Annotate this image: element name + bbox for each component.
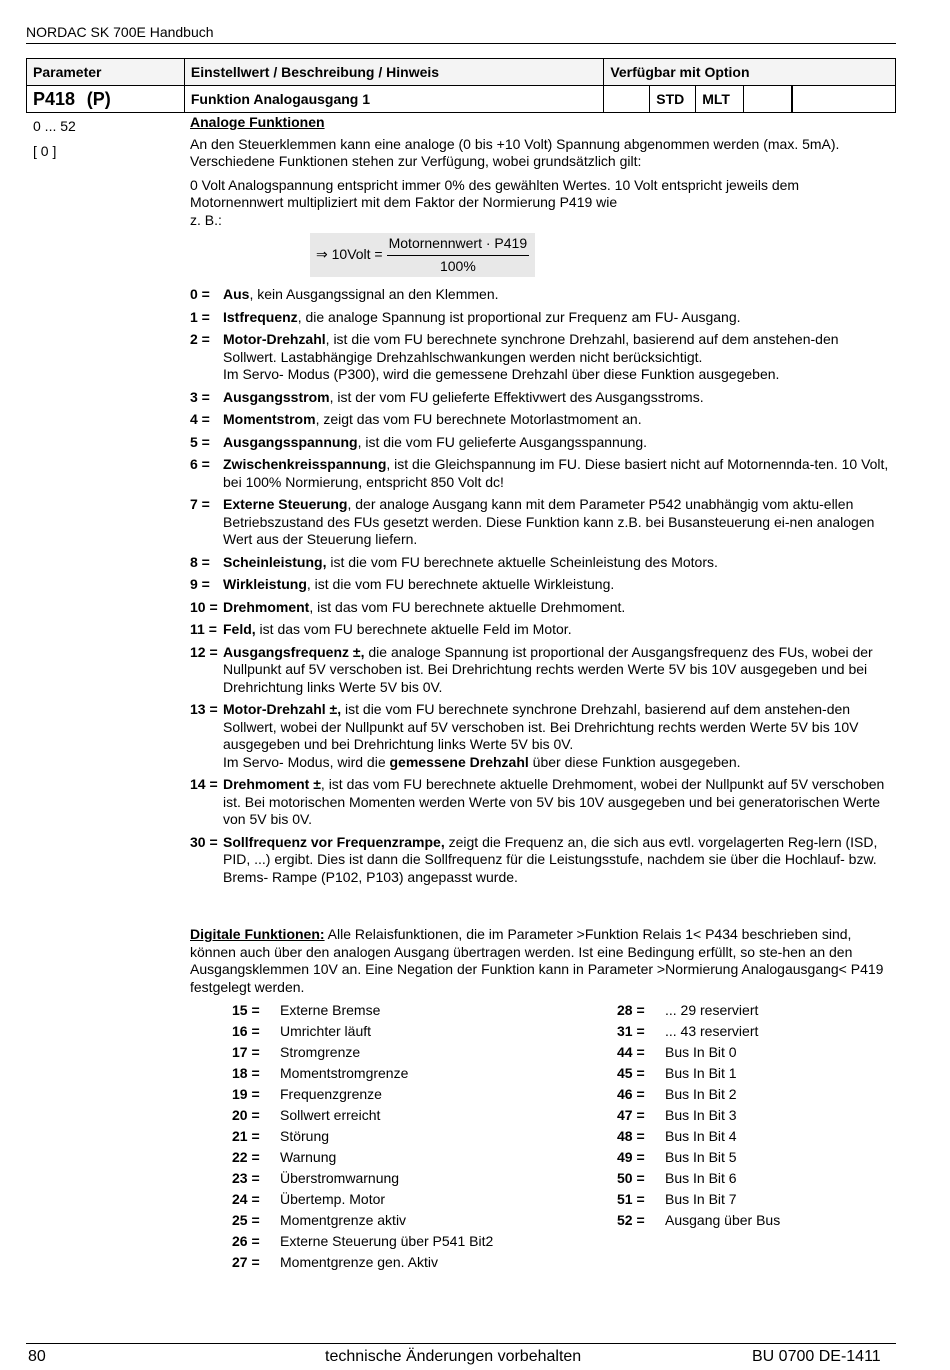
digital-function-label: Übertemp. Motor <box>280 1190 386 1207</box>
analog-function-item <box>190 286 890 304</box>
digital-function-code: 15 = <box>232 1001 260 1018</box>
digital-function-item <box>617 1000 887 1021</box>
function-name: Externe Steuerung <box>223 496 348 512</box>
digital-function-label: ... 29 reserviert <box>665 1001 759 1018</box>
analog-function-item <box>190 411 890 429</box>
digital-function-label: Frequenzgrenze <box>280 1085 382 1102</box>
digital-function-label: Momentgrenze aktiv <box>280 1211 407 1228</box>
function-description <box>223 776 890 829</box>
option-std: STD <box>650 86 696 113</box>
digital-function-item <box>617 1063 887 1084</box>
digital-function-item <box>617 1189 887 1210</box>
function-text: zeigt die Frequenz an, die sich aus evtl. vorgelagerten Reg-lern (ISD, PID, ...) ergibt. Dies ist dann die Sollfrequenz für die Leistungsstufe, nachdem sie über die Hochlauf- bzw. Brems- Rampe (P102, P103) angepasst wurde. <box>223 833 878 885</box>
digital-function-label: Warnung <box>280 1148 337 1165</box>
digital-function-item <box>617 1168 887 1189</box>
digital-function-item <box>232 1063 617 1084</box>
digital-function-item <box>617 1042 887 1063</box>
function-description <box>223 621 890 639</box>
digital-function-code: 46 = <box>617 1085 645 1102</box>
digital-intro <box>190 926 890 996</box>
function-note-emphasis: gemessene Drehzahl <box>389 753 529 770</box>
digital-function-label: Störung <box>280 1127 330 1144</box>
digital-function-label: Ausgang über Bus <box>665 1211 781 1228</box>
option-empty-2 <box>744 86 792 113</box>
function-description <box>223 701 890 771</box>
digital-function-label: Bus In Bit 1 <box>665 1064 737 1081</box>
function-text: , ist die vom FU berechnete aktuelle Wirkleistung. <box>306 576 615 592</box>
digital-function-item <box>232 1084 617 1105</box>
analog-function-item <box>190 701 890 771</box>
function-name: Ausgangsstrom <box>223 388 330 405</box>
function-description <box>223 411 890 429</box>
analog-function-item <box>190 331 890 384</box>
analog-function-item <box>190 389 890 407</box>
function-code: 1 = <box>190 308 210 325</box>
digital-function-code: 49 = <box>617 1148 645 1165</box>
function-text: , kein Ausgangssignal an den Klemmen. <box>249 286 499 302</box>
function-name: Ausgangsfrequenz ±, <box>223 643 365 660</box>
function-description <box>223 389 890 407</box>
digital-intro-text: Alle Relaisfunktionen, die im Parameter >Funktion Relais 1< P434 beschrieben sind, können auch über den analogen Ausgang übertragen werden. Ist eine Bedingung erfüllt, so ste-hen an den Ausgangsklemmen 10V an. Eine Negation der Funktion kann in Parameter >Normierung Analogausgang< P419 festgelegt werden. <box>190 926 884 995</box>
formula-fraction <box>387 235 530 275</box>
digital-function-code: 28 = <box>617 1001 645 1018</box>
function-code: 7 = <box>190 496 210 512</box>
scaling-formula <box>310 233 535 277</box>
digital-function-item <box>617 1021 887 1042</box>
digital-function-code: 48 = <box>617 1127 645 1144</box>
digital-function-code: 27 = <box>232 1253 260 1270</box>
function-code: 4 = <box>190 411 210 427</box>
function-name: Scheinleistung, <box>223 553 327 570</box>
analog-function-list <box>190 286 890 886</box>
function-description <box>223 554 890 572</box>
digital-function-item <box>232 1021 617 1042</box>
digital-function-item <box>232 1189 617 1210</box>
parameter-id: P418 <box>33 88 76 109</box>
analog-function-item <box>190 456 890 491</box>
footer-divider <box>26 1343 896 1344</box>
digital-function-label: Momentgrenze gen. Aktiv <box>280 1253 438 1270</box>
digital-function-code: 47 = <box>617 1106 645 1123</box>
function-code: 0 = <box>190 286 210 302</box>
formula-denominator: 100% <box>439 257 476 274</box>
analog-function-item <box>190 434 890 452</box>
digital-function-label: Bus In Bit 6 <box>665 1169 737 1186</box>
digital-function-code: 52 = <box>617 1211 645 1228</box>
option-mlt: MLT <box>696 86 744 113</box>
digital-function-code: 20 = <box>232 1106 260 1123</box>
function-name: Drehmoment ± <box>223 776 321 792</box>
digital-function-item <box>232 1168 617 1189</box>
analog-function-item <box>190 599 890 617</box>
analog-intro-3: z. B.: <box>190 211 222 228</box>
function-description <box>223 434 890 452</box>
function-name: Feld, <box>223 621 256 637</box>
parameter-flag: (P) <box>86 88 111 109</box>
digital-function-item <box>232 1147 617 1168</box>
digital-function-code: 21 = <box>232 1127 260 1144</box>
parameter-description <box>190 114 890 1273</box>
function-name: Aus <box>223 286 250 302</box>
digital-function-code: 50 = <box>617 1169 645 1186</box>
formula-numerator: Motornennwert · P419 <box>387 235 530 256</box>
header-divider <box>26 43 896 44</box>
digital-function-item <box>617 1210 887 1231</box>
col-option: Verfügbar mit Option <box>604 59 896 86</box>
analog-function-item <box>190 621 890 639</box>
function-code: 3 = <box>190 388 210 405</box>
document-number: BU 0700 DE-1411 <box>752 1348 881 1365</box>
function-text: , ist die vom FU gelieferte Ausgangsspannung. <box>357 433 648 450</box>
function-text: die analoge Spannung ist proportional der Ausgangsfrequenz des FUs, wobei der Nullpunkt auf 5V verschoben ist. Bei Drehrichtung rechts werden Werte 5V bis 10V ausgegeben und bei Drehrichtung links Werte 5V bis 0V. <box>223 643 873 695</box>
function-description <box>223 309 890 327</box>
function-description <box>223 456 890 491</box>
digital-function-label: Externe Steuerung über P541 Bit2 <box>280 1232 494 1249</box>
digital-function-label: Bus In Bit 2 <box>665 1085 737 1102</box>
function-code: 10 = <box>190 598 218 615</box>
digital-function-item <box>232 1210 617 1231</box>
parameter-id-cell <box>27 86 185 113</box>
function-code: 11 = <box>190 621 217 637</box>
digital-function-item <box>232 1231 617 1252</box>
digital-function-label: Bus In Bit 4 <box>665 1127 737 1144</box>
function-note: Im Servo- Modus (P300), wird die gemessene Drehzahl über diese Funktion ausgegeben. <box>223 366 780 382</box>
function-name: Wirkleistung <box>223 576 307 592</box>
function-code: 12 = <box>190 643 218 660</box>
digital-function-code: 18 = <box>232 1064 260 1081</box>
col-parameter: Parameter <box>27 59 185 86</box>
function-text: , der analoge Ausgang kann mit dem Parameter P542 unabhängig vom aktu-ellen Betriebszustand des FUs gesetzt werden. Diese Funktion kann z.B. bei Busansteuerung ei-nen analogen Wert aus der Steuerung liefern. <box>223 496 875 547</box>
formula-lhs: ⇒ 10Volt = <box>316 246 383 263</box>
function-text: , die analoge Spannung ist proportional zur Frequenz am FU- Ausgang. <box>297 308 741 325</box>
digital-function-code: 26 = <box>232 1232 260 1249</box>
function-code: 13 = <box>190 701 218 717</box>
function-text: , ist das vom FU berechnete aktuelle Drehmoment. <box>309 598 626 615</box>
parameter-title: Funktion Analogausgang 1 <box>184 86 603 113</box>
function-name: Motor-Drehzahl <box>223 331 326 347</box>
function-code: 14 = <box>190 776 218 792</box>
digital-function-item <box>617 1084 887 1105</box>
function-text: ist die vom FU berechnete aktuelle Scheinleistung des Motors. <box>326 553 718 570</box>
function-text: , ist die Gleichspannung im FU. Diese basiert nicht auf Motornennda-ten. 10 Volt, bei 100% Normierung, entspricht 850 Volt dc! <box>223 456 889 490</box>
parameter-table-header <box>26 58 896 113</box>
analog-function-item <box>190 644 890 697</box>
digital-function-label: Stromgrenze <box>280 1043 361 1060</box>
digital-function-label: Bus In Bit 5 <box>665 1148 737 1165</box>
function-name: Ausgangsspannung <box>223 433 358 450</box>
digital-function-item <box>617 1147 887 1168</box>
function-text: , ist der vom FU gelieferte Effektivwert des Ausgangsstroms. <box>329 388 704 405</box>
col-description: Einstellwert / Beschreibung / Hinweis <box>184 59 603 86</box>
digital-function-label: Momentstromgrenze <box>280 1064 409 1081</box>
digital-function-code: 31 = <box>617 1022 645 1039</box>
function-code: 9 = <box>190 576 210 592</box>
digital-function-code: 22 = <box>232 1148 260 1165</box>
digital-function-code: 45 = <box>617 1064 645 1081</box>
digital-function-list <box>190 1000 890 1273</box>
function-description <box>223 834 890 887</box>
analog-function-item <box>190 834 890 887</box>
function-text: ist das vom FU berechnete aktuelle Feld im Motor. <box>255 621 572 637</box>
function-text: , ist das vom FU berechnete aktuelle Drehmoment, wobei der Nullpunkt auf 5V verschoben ist. Bei motorischen Momenten werden Werte von 5V bis 10V ausgegeben und bei generatorischen Werte von 5V bis 0V. <box>223 776 885 827</box>
digital-function-code: 19 = <box>232 1085 260 1102</box>
digital-function-label: Externe Bremse <box>280 1001 381 1018</box>
function-description <box>223 496 890 549</box>
digital-function-code: 25 = <box>232 1211 260 1228</box>
function-description <box>223 644 890 697</box>
analog-section-title: Analoge Funktionen <box>190 114 325 130</box>
digital-function-label: ... 43 reserviert <box>665 1022 759 1039</box>
option-empty-3 <box>792 86 896 113</box>
default-value: [ 0 ] <box>33 143 57 159</box>
function-name: Istfrequenz <box>223 308 298 325</box>
function-name: Zwischenkreisspannung <box>223 456 387 472</box>
digital-function-label: Überstromwarnung <box>280 1169 400 1186</box>
function-code: 2 = <box>190 331 210 347</box>
digital-function-label: Sollwert erreicht <box>280 1106 381 1123</box>
function-code: 30 = <box>190 833 218 850</box>
function-code: 8 = <box>190 553 210 570</box>
function-code: 5 = <box>190 433 210 450</box>
footer-notice: technische Änderungen vorbehalten <box>325 1348 582 1365</box>
digital-function-item <box>617 1126 887 1147</box>
digital-function-item <box>232 1105 617 1126</box>
digital-function-label: Bus In Bit 7 <box>665 1190 737 1207</box>
function-description <box>223 286 890 304</box>
analog-function-item <box>190 554 890 572</box>
function-name: Sollfrequenz vor Frequenzrampe, <box>223 833 445 850</box>
digital-function-code: 24 = <box>232 1190 260 1207</box>
digital-function-label: Bus In Bit 0 <box>665 1043 737 1060</box>
digital-function-item <box>617 1105 887 1126</box>
value-range: 0 ... 52 <box>33 118 76 134</box>
option-empty-1 <box>604 86 650 113</box>
digital-function-label: Bus In Bit 3 <box>665 1106 737 1123</box>
function-text: , zeigt das vom FU berechnete Motorlastmoment an. <box>315 411 642 427</box>
function-name: Drehmoment <box>223 598 310 615</box>
digital-function-item <box>232 1042 617 1063</box>
function-name: Momentstrom <box>223 411 316 427</box>
function-text: , ist die vom FU berechnete synchrone Drehzahl, basierend auf dem anstehen-den Sollwert. Lastabhängige Drehzahlschwankungen werden nicht berücksichtigt. <box>223 331 839 365</box>
function-description <box>223 576 890 594</box>
digital-function-code: 23 = <box>232 1169 260 1186</box>
function-description <box>223 331 890 384</box>
analog-intro-1: An den Steuerklemmen kann eine analoge (0 bis +10 Volt) Spannung abgenommen werden (max. 5mA). Verschiedene Funktionen stehen zur Verfügung, wobei grundsätzlich gilt: <box>190 135 840 169</box>
analog-function-item <box>190 776 890 829</box>
digital-function-item <box>232 1126 617 1147</box>
function-name: Motor-Drehzahl ±, <box>223 701 342 717</box>
function-text: ist die vom FU berechnete synchrone Drehzahl, basierend auf dem anstehen-den Sollwert, wobei der Nullpunkt auf 5V verschoben ist. Bei Drehrichtung rechts werden Werte 5V bis 10V ausgegeben und bei Drehrichtung links Werte 5V bis 0V. <box>223 701 859 752</box>
digital-list-right <box>617 1000 887 1273</box>
digital-function-code: 51 = <box>617 1190 645 1207</box>
function-description <box>223 599 890 617</box>
function-code: 6 = <box>190 456 210 472</box>
page-number: 80 <box>28 1348 46 1365</box>
digital-list-left <box>190 1000 617 1273</box>
digital-function-code: 16 = <box>232 1022 260 1039</box>
digital-function-item <box>232 1252 617 1273</box>
function-note: Im Servo- Modus, wird die <box>223 753 390 770</box>
analog-function-item <box>190 496 890 549</box>
analog-function-item <box>190 576 890 594</box>
document-header-title: NORDAC SK 700E Handbuch <box>26 24 214 40</box>
digital-section-title: Digitale Funktionen: <box>190 926 325 942</box>
analog-function-item <box>190 309 890 327</box>
digital-function-item <box>232 1000 617 1021</box>
digital-function-code: 17 = <box>232 1043 260 1060</box>
analog-intro-2: 0 Volt Analogspannung entspricht immer 0% des gewählten Wertes. 10 Volt entspricht jeweils dem Motornennwert multipliziert mit dem Faktor der Normierung P419 wie <box>190 176 800 210</box>
digital-function-code: 44 = <box>617 1043 645 1060</box>
function-note-end: über diese Funktion ausgegeben. <box>528 753 741 770</box>
digital-function-label: Umrichter läuft <box>280 1022 372 1039</box>
